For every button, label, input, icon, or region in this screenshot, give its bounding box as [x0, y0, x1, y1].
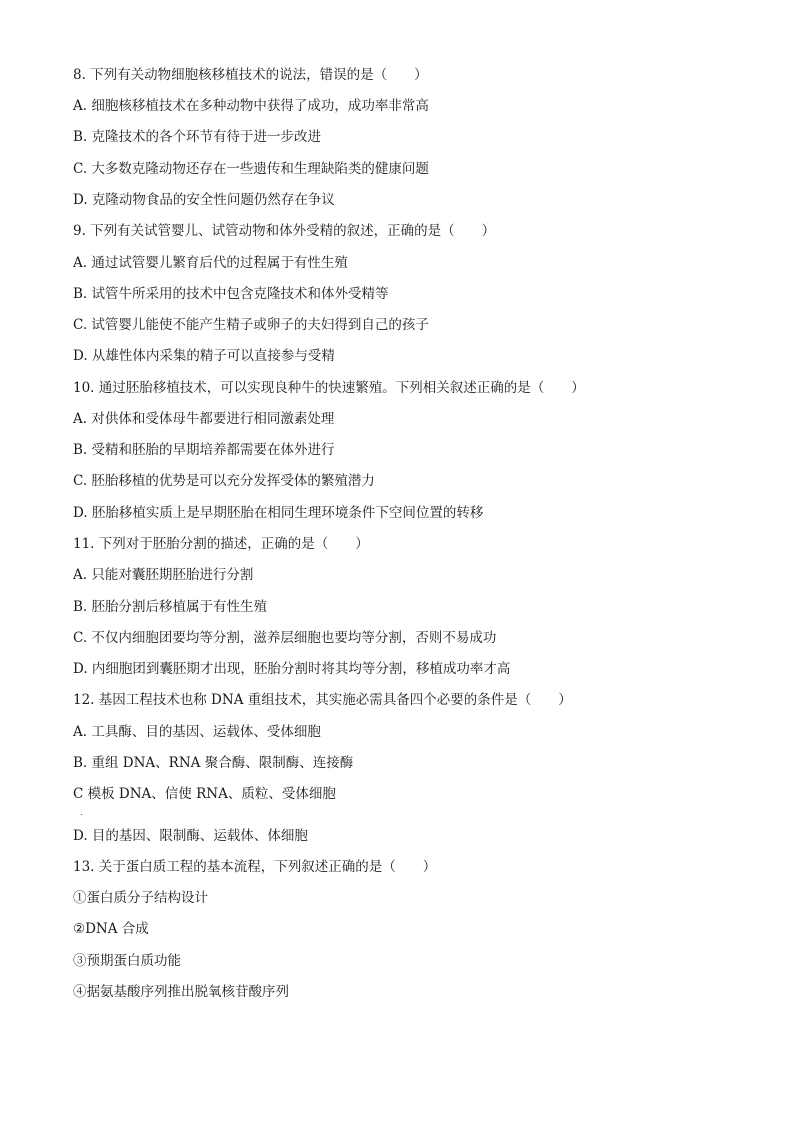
q12-option-d: D. 目的基因、限制酶、运载体、体细胞	[73, 828, 308, 844]
q12-option-a: A. 工具酶、目的基因、运载体、受体细胞	[73, 724, 321, 740]
q13-item-2: ②DNA 合成	[73, 921, 149, 937]
q9-option-b: B. 试管牛所采用的技术中包含克隆技术和体外受精等	[73, 286, 389, 302]
q8-option-b: B. 克隆技术的各个环节有待于进一步改进	[73, 129, 322, 145]
q9-option-a: A. 通过试管婴儿繁育后代的过程属于有性生殖	[73, 255, 348, 271]
q11-option-d: D. 内细胞团到囊胚期才出现，胚胎分割时将其均等分割，移植成功率才高	[73, 661, 511, 677]
q13-item-1: ①蛋白质分子结构设计	[73, 890, 208, 906]
q9-option-d: D. 从雄性体内采集的精子可以直接参与受精	[73, 348, 335, 364]
q10-option-a: A. 对供体和受体母牛都要进行相同激素处理	[73, 411, 335, 427]
q10-option-c: C. 胚胎移植的优势是可以充分发挥受体的繁殖潜力	[73, 473, 375, 489]
q12-option-b: B. 重组 DNA、RNA 聚合酶、限制酶、连接酶	[73, 755, 354, 771]
q10-stem: 10. 通过胚胎移植技术，可以实现良种牛的快速繁殖。下列相关叙述正确的是（ ）	[73, 380, 585, 396]
q9-stem: 9. 下列有关试管婴儿、试管动物和体外受精的叙述，正确的是（ ）	[73, 223, 496, 239]
q8-stem: 8. 下列有关动物细胞核移植技术的说法，错误的是（ ）	[73, 67, 428, 83]
q11-option-b: B. 胚胎分割后移植属于有性生殖	[73, 599, 268, 615]
q8-option-d: D. 克隆动物食品的安全性问题仍然存在争议	[73, 192, 335, 208]
q8-option-a: A. 细胞核移植技术在多种动物中获得了成功，成功率非常高	[73, 98, 429, 114]
q12-option-c: C 模板 DNA、信使 RNA、质粒、受体细胞	[73, 786, 336, 802]
q11-option-c: C. 不仅内细胞团要均等分割，滋养层细胞也要均等分割，否则不易成功	[73, 630, 497, 646]
q13-stem: 13. 关于蛋白质工程的基本流程，下列叙述正确的是（ ）	[73, 859, 437, 875]
q13-item-4: ④据氨基酸序列推出脱氧核苷酸序列	[73, 984, 289, 1000]
q9-option-c: C. 试管婴儿能使不能产生精子或卵子的夫妇得到自己的孩子	[73, 317, 429, 333]
q13-item-3: ③预期蛋白质功能	[73, 953, 181, 969]
q12-stem: 12. 基因工程技术也称 DNA 重组技术，其实施必需具备四个必要的条件是（ ）	[73, 692, 572, 708]
q8-option-c: C. 大多数克隆动物还存在一些遗传和生理缺陷类的健康问题	[73, 161, 429, 177]
q11-option-a: A. 只能对囊胚期胚胎进行分割	[73, 567, 254, 583]
q10-option-d: D. 胚胎移植实质上是早期胚胎在相同生理环境条件下空间位置的转移	[73, 505, 484, 521]
q11-stem: 11. 下列对于胚胎分割的描述，正确的是（ ）	[73, 536, 369, 552]
q10-option-b: B. 受精和胚胎的早期培养都需要在体外进行	[73, 442, 335, 458]
stray-mark: .	[80, 808, 83, 817]
